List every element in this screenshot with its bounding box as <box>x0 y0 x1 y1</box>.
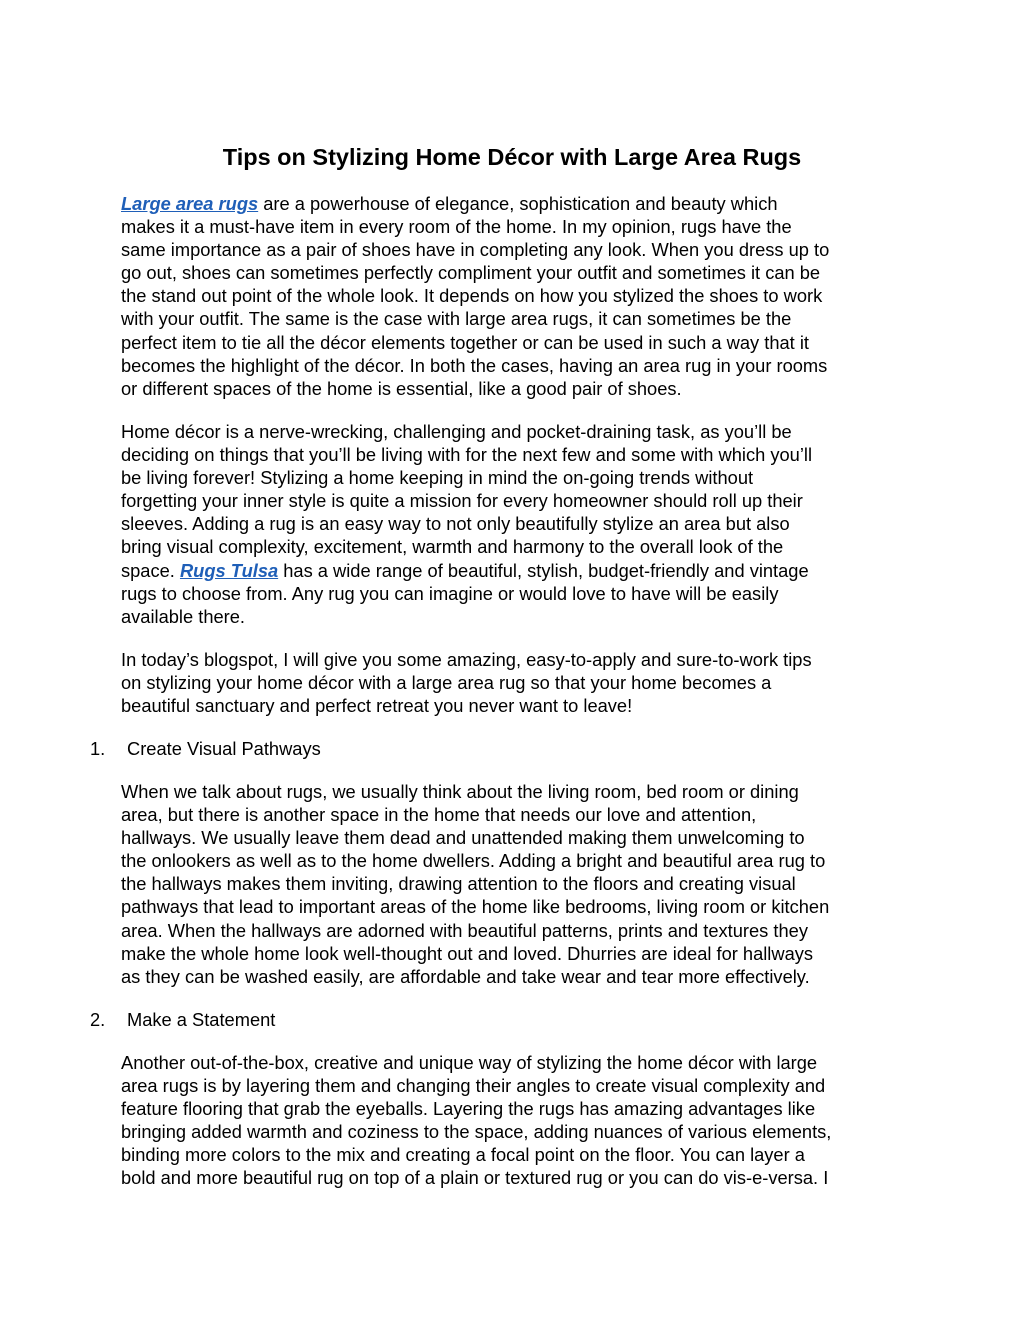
home-decor-paragraph <box>121 420 911 628</box>
list-number: 1. <box>90 738 106 759</box>
blogspot-intro-paragraph <box>121 648 911 717</box>
section-heading-text: Create Visual Pathways <box>127 738 321 759</box>
paragraph-line: bring visual complexity, excitement, warmth and harmony to the overall look of the <box>121 536 784 558</box>
paragraph-line: binding more colors to the mix and creating a focal point on the floor. You can layer a <box>121 1144 805 1166</box>
line-text: are a powerhouse of elegance, sophistication and beauty which <box>258 193 778 214</box>
paragraph-line: sleeves. Adding a rug is an easy way to not only beautifully stylize an area but also <box>121 513 790 535</box>
paragraph-line: bringing added warmth and coziness to the space, adding nuances of various elements, <box>121 1121 832 1143</box>
paragraph-line: on stylizing your home décor with a large area rug so that your home becomes a <box>121 672 772 694</box>
paragraph-line: hallways. We usually leave them dead and unattended making them unwelcoming to <box>121 827 805 849</box>
paragraph-line: same importance as a pair of shoes have in completing any look. When you dress up to <box>121 239 830 261</box>
line-text: has a wide range of beautiful, stylish, budget-friendly and vintage <box>278 559 809 581</box>
list-number: 2. <box>90 1009 106 1030</box>
paragraph-line: be living forever! Stylizing a home keeping in mind the on-going trends without <box>121 467 754 489</box>
paragraph-line: or different spaces of the home is essential, like a good pair of shoes. <box>121 377 682 399</box>
section-2-paragraph <box>121 1051 911 1190</box>
paragraph-line <box>121 192 911 215</box>
paragraph-line: area. When the hallways are adorned with beautiful patterns, prints and textures they <box>121 919 808 941</box>
paragraph-line: with your outfit. The same is the case with large area rugs, it can sometimes be the <box>121 308 792 330</box>
paragraph-line: the stand out point of the whole look. It depends on how you stylized the shoes to work <box>121 285 823 307</box>
paragraph-line: Home décor is a nerve-wrecking, challenging and pocket-draining task, as you’ll be <box>121 421 792 442</box>
document-title: Tips on Stylizing Home Décor with Large Area Rugs <box>222 144 802 170</box>
section-1-paragraph <box>121 780 911 988</box>
paragraph-line: When we talk about rugs, we usually think about the living room, bed room or dining <box>121 781 799 802</box>
paragraph-line: pathways that lead to important areas of the home like bedrooms, living room or kitchen <box>121 896 830 918</box>
paragraph-line: available there. <box>121 605 245 627</box>
paragraph-line: deciding on things that you’ll be living with for the next few and some with which you’ll <box>121 444 813 466</box>
paragraph-line: Another out-of-the-box, creative and unique way of stylizing the home décor with large <box>121 1052 818 1073</box>
paragraph-line <box>121 559 911 582</box>
paragraph-line: area rugs is by layering them and changing their angles to create visual complexity and <box>121 1075 826 1097</box>
paragraph-line: go out, shoes can sometimes perfectly compliment your outfit and sometimes it can be <box>121 262 821 284</box>
paragraph-line: becomes the highlight of the décor. In both the cases, having an area rug in your rooms <box>121 354 828 376</box>
paragraph-line: area, but there is another space in the home that needs our love and attention, <box>121 804 757 826</box>
paragraph-line: feature flooring that grab the eyeballs. Layering the rugs has amazing advantages like <box>121 1098 816 1120</box>
paragraph-line: beautiful sanctuary and perfect retreat you never want to leave! <box>121 695 633 717</box>
line-text: space. <box>121 559 180 581</box>
paragraph-line: perfect item to tie all the décor elements together or can be used in such a way that it <box>121 331 809 353</box>
paragraph-line: rugs to choose from. Any rug you can imagine or would love to have will be easily <box>121 582 779 604</box>
paragraph-line: the hallways makes them inviting, drawing attention to the floors and creating visual <box>121 873 796 895</box>
intro-paragraph <box>121 192 911 400</box>
paragraph-line: bold and more beautiful rug on top of a plain or textured rug or you can do vis-e-versa. I <box>121 1167 829 1189</box>
paragraph-line: as they can be washed easily, are affordable and take wear and tear more effectively. <box>121 965 810 987</box>
section-heading-text: Make a Statement <box>127 1009 276 1030</box>
paragraph-line: In today’s blogspot, I will give you some amazing, easy-to-apply and sure-to-work tips <box>121 649 812 670</box>
section-heading-1 <box>90 737 321 760</box>
paragraph-line: forgetting your inner style is quite a mission for every homeowner should roll up their <box>121 490 803 512</box>
section-heading-2 <box>90 1008 275 1031</box>
large-area-rugs-link[interactable]: Large area rugs <box>121 193 259 214</box>
paragraph-line: the onlookers as well as to the home dwellers. Adding a bright and beautiful area rug to <box>121 850 826 872</box>
paragraph-line: makes it a must-have item in every room of the home. In my opinion, rugs have the <box>121 216 792 238</box>
paragraph-line: make the whole home look well-thought out and loved. Dhurries are ideal for hallways <box>121 942 814 964</box>
rugs-tulsa-link[interactable]: Rugs Tulsa <box>179 559 279 581</box>
